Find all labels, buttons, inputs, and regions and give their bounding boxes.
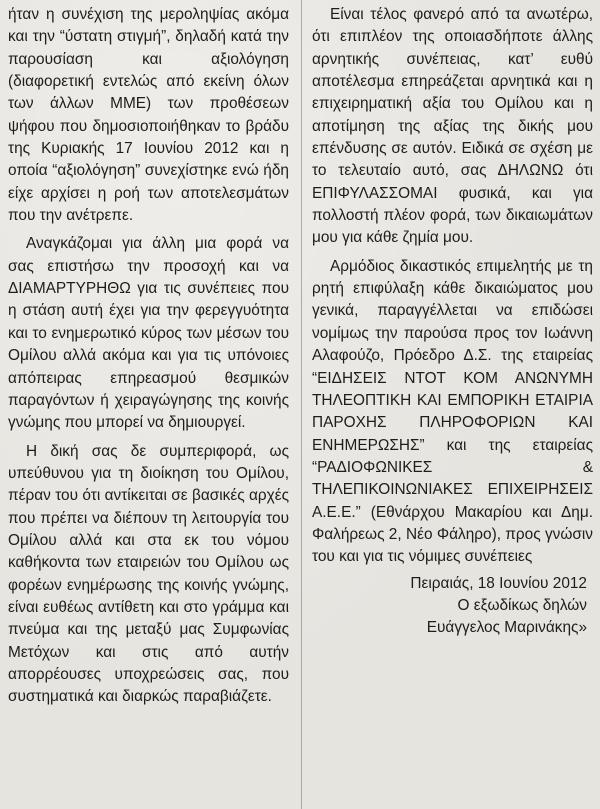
signature-role: Ο εξωδίκως δηλών xyxy=(457,596,587,614)
signature-name: Ευάγγελος Μαρινάκης» xyxy=(426,619,587,637)
paragraph: ήταν η συνέχιση της μεροληψίας ακόμα και την “ύστατη στιγμή”, δηλαδή κατά την παρουσίαση και αξιολόγηση (διαφορετική εντελώς από εκείνη όλων των άλλων ΜΜΕ) των προθέσεων ψήφου που δημοσιοποιήθηκαν το βράδυ της Κυριακής 17 Ιουνίου 2012 και η οποία “αξιολόγηση” συνεχίστηκε ενώ ήδη είχε αρχίσει η ροή των αποτελεσμάτων που την ανέτρεπε. xyxy=(8,6,289,225)
paragraph: Αρμόδιος δικαστικός επιμελητής με τη ρητή επιφύλαξη κάθε δικαιώματος μου γενικά, παραγγέλλεται να επιδώσει νομίμως την παρούσα προς τον Ιωάννη Αλαφούζο, Πρόεδρο Δ.Σ. της εταιρείας “ΕΙΔΗΣΕΙΣ ΝΤΟΤ ΚΟΜ ΑΝΩΝΥΜΗ ΤΗΛΕΟΠΤΙΚΗ ΚΑΙ ΕΜΠΟΡΙΚΗ ΕΤΑΙΡΙΑ ΠΑΡΟΧΗΣ ΠΛΗΡΟΦΟΡΙΩΝ ΚΑΙ ΕΝΗΜΕΡΩΣΗΣ” και της εταιρείας “ΡΑΔΙΟΦΩΝΙΚΕΣ & ΤΗΛΕΠΙΚΟΙΝΩΝΙΑΚΕΣ ΕΠΙΧΕΙΡΗΣΕΙΣ Α.Ε.Ε.” (Εθνάρχου Μακαρίου και Δημ. Φαλήρεως 2, Νέο Φάληρο), προς γνώσιν του και για τις νόμιμες συνέπειες xyxy=(312,257,593,566)
right-column xyxy=(312,4,593,640)
paragraph: Είναι τέλος φανερό από τα ανωτέρω, ότι επιπλέον της οποιασδήποτε άλλης αρνητικής συνέπειας, κατ’ ευθύ αποτέλεσμα επηρεάζεται αρνητικά και η επιχειρηματική αξία του Ομίλου και η αποτίμηση της αξίας της δικής μου επένδυσης σε αυτόν. Ειδικά σε σχέση με το τελευταίο αυτό, σας ΔΗΛΩΝΩ ότι ΕΠΙΦΥΛΑΣΣΟΜΑΙ φυσικά, και για πολλοστή πλέον φορά, των δικαιωμάτων μου για κάθε ζημία μου. xyxy=(312,6,593,247)
left-column xyxy=(8,4,289,709)
column-divider xyxy=(301,0,302,809)
paragraph: Αναγκάζομαι για άλλη μια φορά να σας επιστήσω την προσοχή και να ΔΙΑΜΑΡΤΥΡΗΘΩ για τις συνέπειες που η στάση αυτή έχει για την φερεγγυότητα και το ενημερωτικό κύρος των μέσων του Ομίλου αλλά ακόμα και για τις υπόνοιες απόπειρας επηρεασμού θεσμικών παραγόντων ή χειραγώγησης της κοινής γνώμης που μπορεί να δημιουργεί. xyxy=(8,235,289,432)
signature-place-date: Πειραιάς, 18 Ιουνίου 2012 xyxy=(410,574,587,592)
paragraph: Η δική σας δε συμπεριφορά, ως υπεύθυνου για τη διοίκηση του Ομίλου, πέραν του ότι αντίκειται σε βασικές αρχές που πρέπει να διέπουν τη λειτουργία του Ομίλου αλλά και στα εκ του νόμου καθήκοντα των εταιρειών του Ομίλου ως φορέων ενημέρωσης της κοινής γνώμης, είναι ευθέως αντίθετη και στο γράμμα και πνεύμα και της μεταξύ μας Συμφωνίας Μετόχων και στις από αυτήν απορρέουσες υποχρεώσεις σας, που συστηματικά και διαρκώς παραβιάζετε. xyxy=(8,442,289,706)
